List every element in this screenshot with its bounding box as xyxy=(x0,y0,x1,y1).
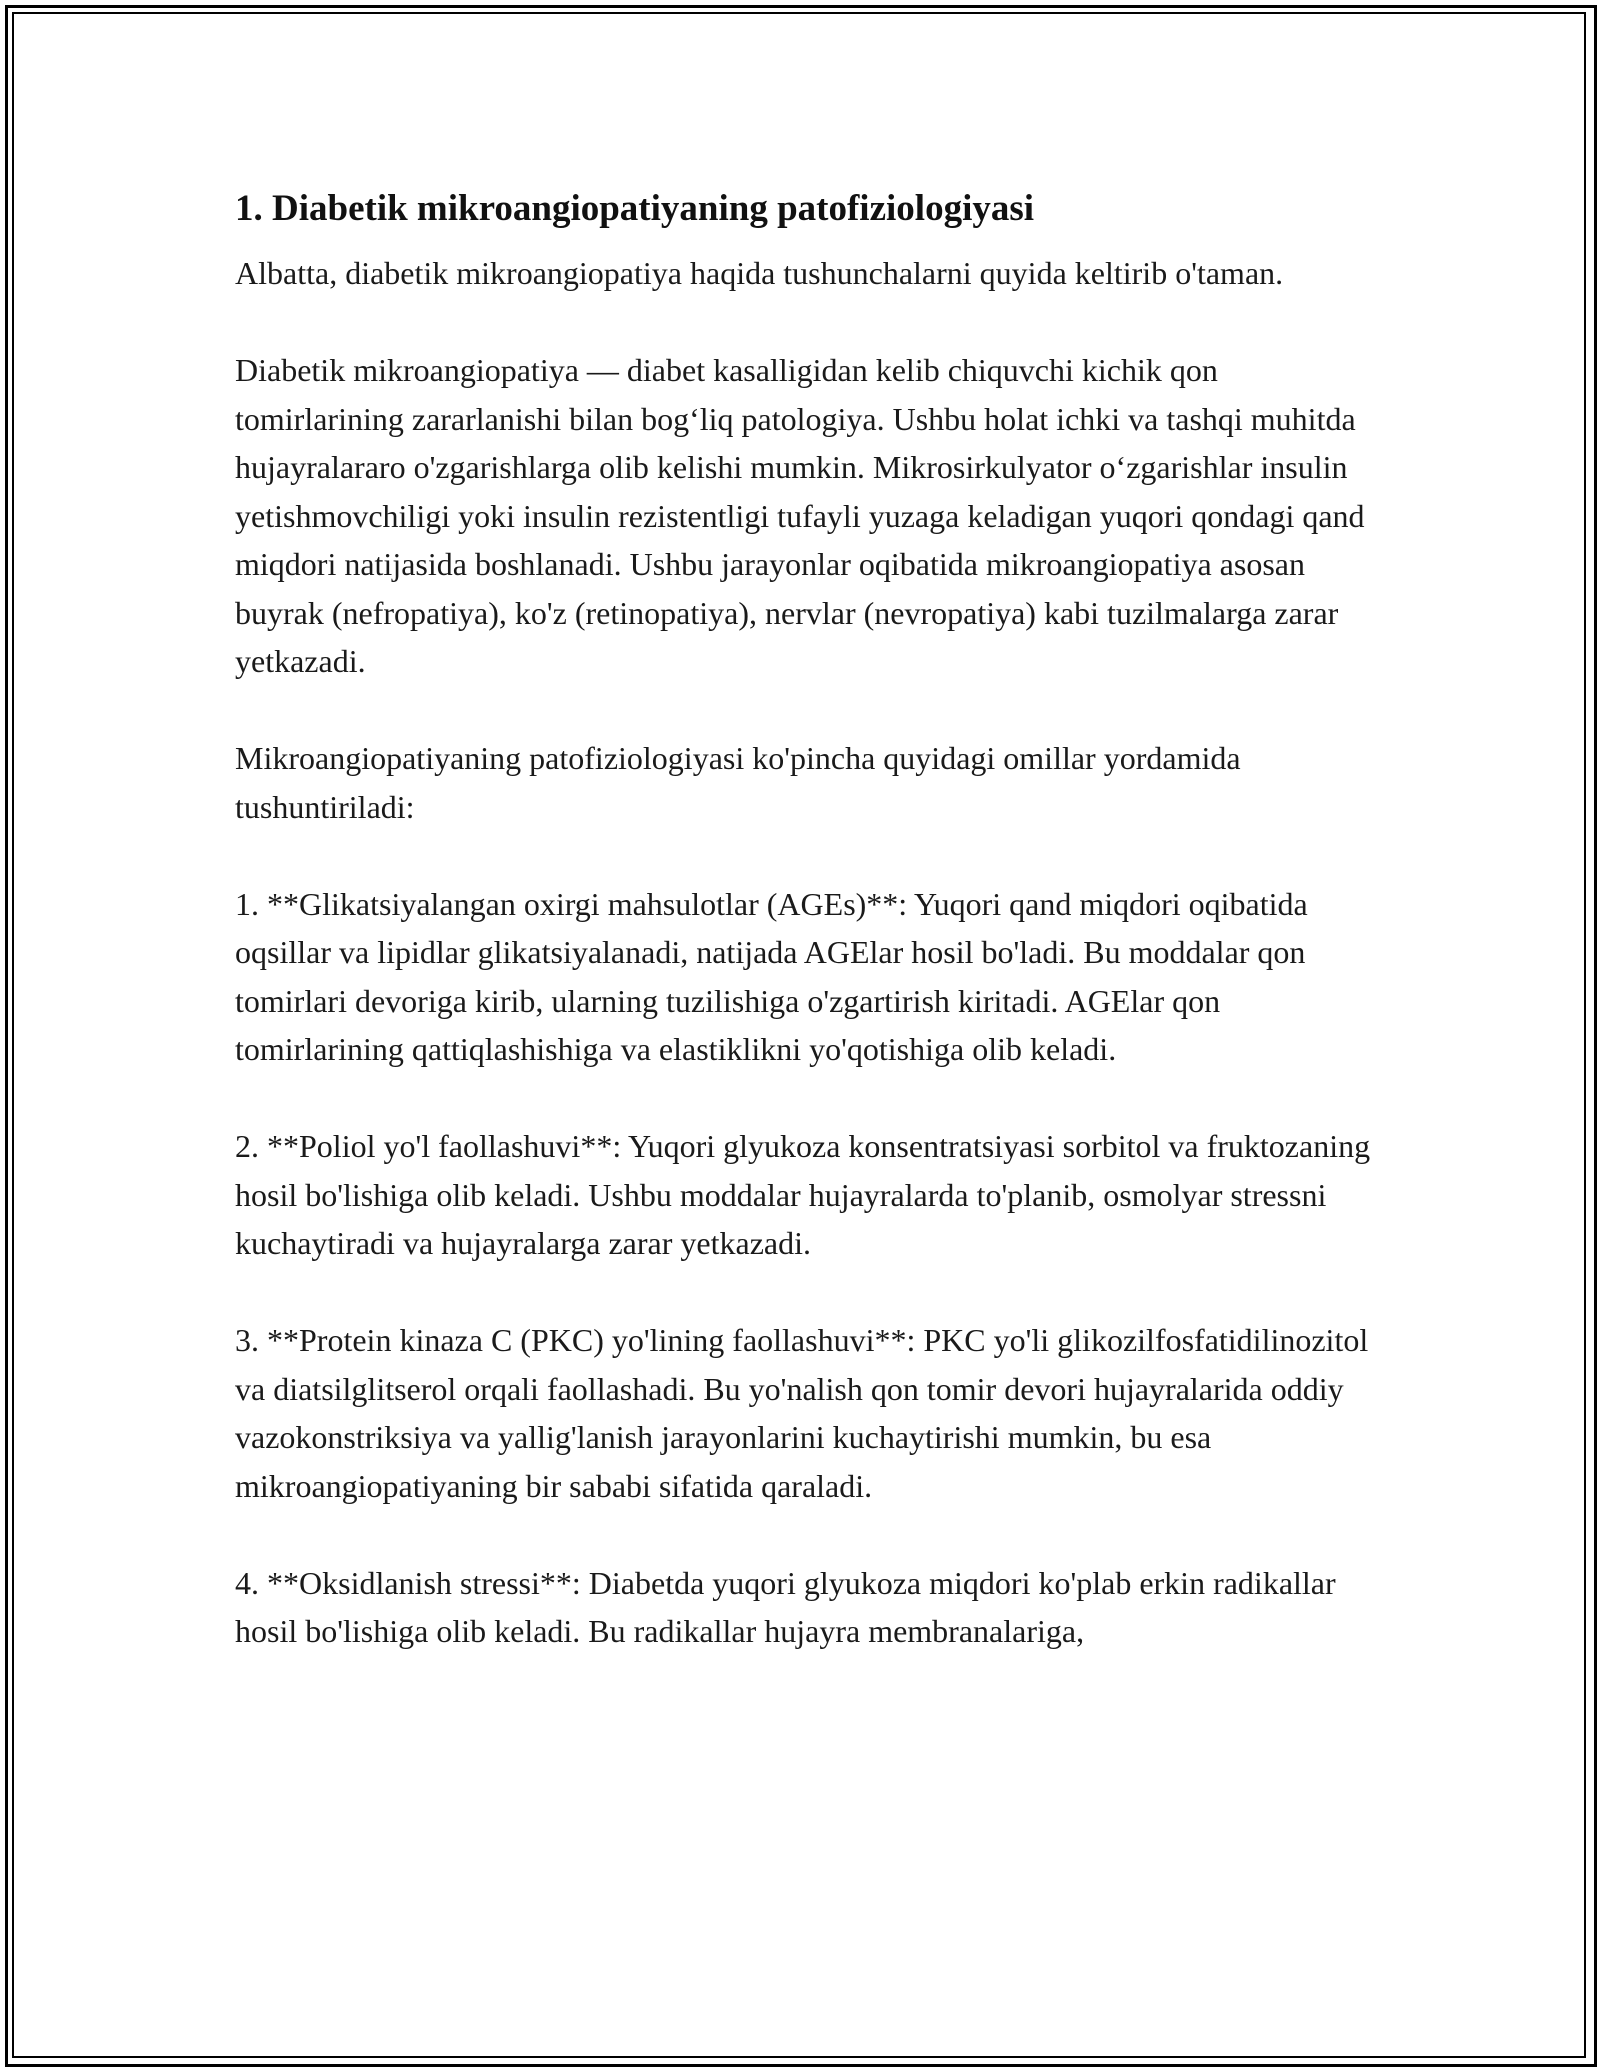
intro-paragraph: Albatta, diabetik mikroangiopatiya haqida tushunchalarni quyida keltirib o'taman. xyxy=(235,255,1284,291)
section-heading: 1. Diabetik mikroangiopatiyaning patofiziologiyasi xyxy=(235,188,1035,229)
definition-paragraph: Diabetik mikroangiopatiya — diabet kasalligidan kelib chiquvchi kichik qon tomirlarining zararlanishi bilan bog‘liq patologiya. Ushbu holat ichki va tashqi muhitda hujayralararo o'zgarishlarga olib kelishi mumkin. Mikrosirkulyator o‘zgarishlar insulin yetishmovchiligi yoki insulin rezistentligi tufayli yuzaga keladigan yuqori qondagi qand miqdori natijasida boshlanadi. Ushbu jarayonlar oqibatida mikroangiopatiya asosan buyrak (nefropatiya), ko'z (retinopatiya), nervlar (nevropatiya) kabi tuzilmalarga zarar yetkazadi. xyxy=(235,352,1365,679)
factors-intro-paragraph: Mikroangiopatiyaning patofiziologiyasi ko'pincha quyidagi omillar yordamida tushuntiriladi: xyxy=(235,740,1241,825)
factor-oxidative-stress-paragraph: 4. **Oksidlanish stressi**: Diabetda yuqori glyukoza miqdori ko'plab erkin radikallar hosil bo'lishiga olib keladi. Bu radikallar hujayra membranalariga, xyxy=(235,1564,1336,1649)
factor-ages-paragraph: 1. **Glikatsiyalangan oxirgi mahsulotlar (AGEs)**: Yuqori qand miqdori oqibatida oqsillar va lipidlar glikatsiyalanadi, natijada AGElar hosil bo'ladi. Bu moddalar qon tomirlari devoriga kirib, ularning tuzilishiga o'zgartirish kiritadi. AGElar qon tomirlarining qattiqlashishiga va elastiklikni yo'qotishiga olib keladi. xyxy=(235,885,1308,1067)
factor-polyol-paragraph: 2. **Poliol yo'l faollashuvi**: Yuqori glyukoza konsentratsiyasi sorbitol va fruktozaning hosil bo'lishiga olib keladi. Ushbu moddalar hujayralarda to'planib, osmolyar stressni kuchaytiradi va hujayralarga zarar yetkazadi. xyxy=(235,1128,1371,1261)
factor-pkc-paragraph: 3. **Protein kinaza C (PKC) yo'lining faollashuvi**: PKC yo'li glikozilfosfatidilinozitol va diatsilglitserol orqali faollashadi. Bu yo'nalish qon tomir devori hujayralarida oddiy vazokonstriksiya va yallig'lanish jarayonlarini kuchaytirishi mumkin, bu esa mikroangiopatiyaning bir sababi sifatida qaraladi. xyxy=(235,1322,1369,1504)
document-body xyxy=(235,185,1385,1704)
